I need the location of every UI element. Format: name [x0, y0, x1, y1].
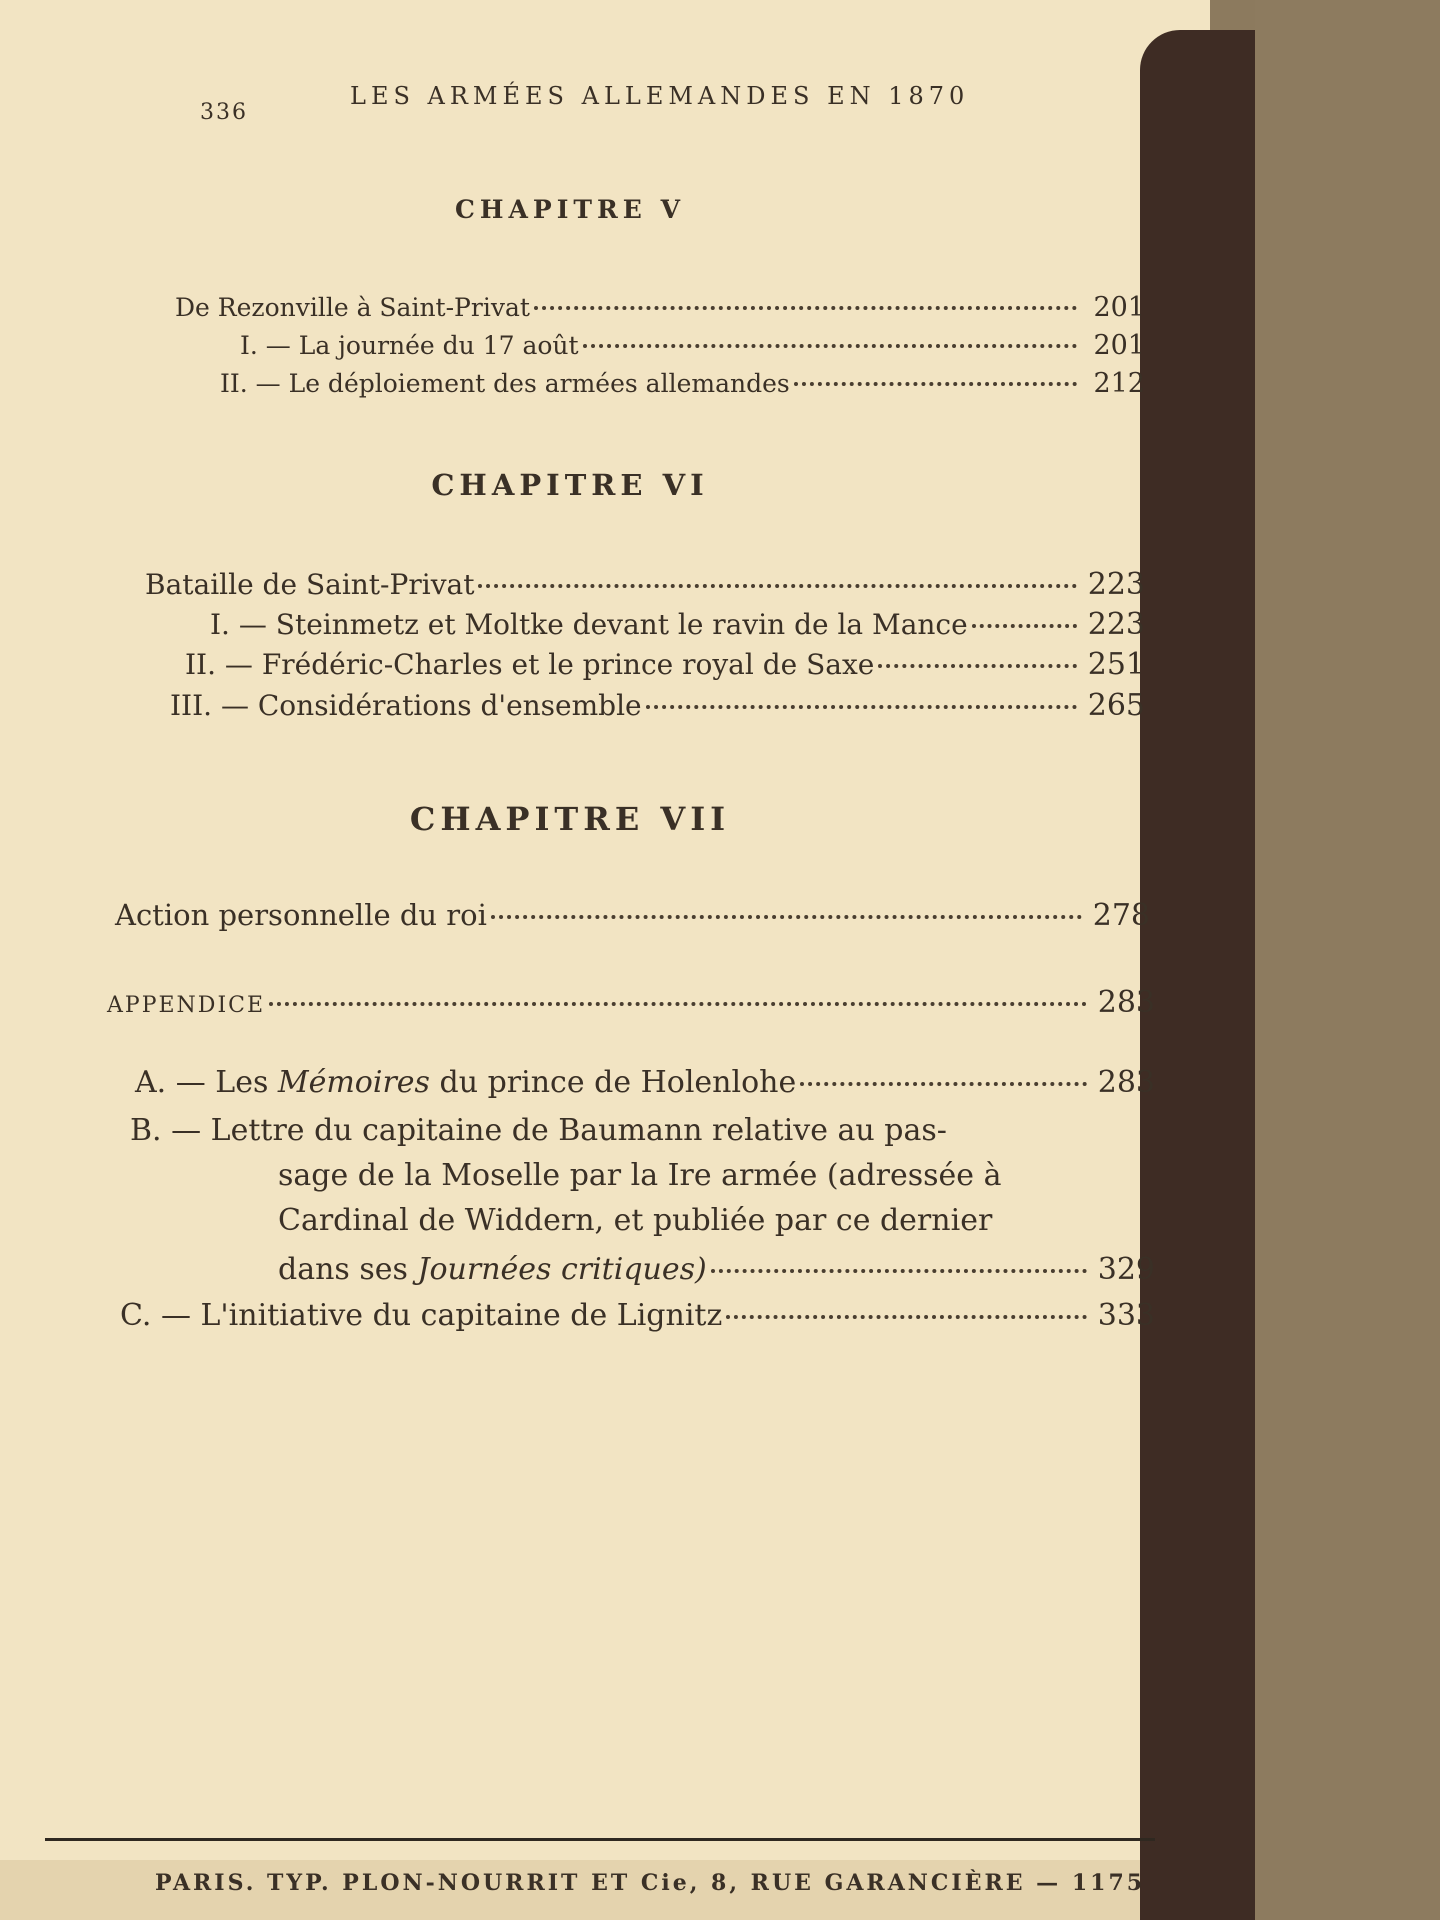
book-cover-board: [1255, 0, 1440, 1920]
toc-entry-label: I. — La journée du 17 août: [240, 331, 579, 360]
label-suffix: du prince de Holenlohe: [429, 1065, 797, 1100]
printer-imprint: PARIS. TYP. PLON-NOURRIT ET Cie, 8, RUE GARANCIÈRE — 1175: [155, 1870, 1146, 1896]
dot-leader: [794, 382, 1077, 386]
toc-entry: [135, 1065, 1155, 1107]
label-italic: Mémoires: [277, 1065, 430, 1100]
appendix-heading: [107, 985, 1155, 1027]
toc-entry: [175, 292, 1145, 334]
entry-line: Cardinal de Widdern, et publiée par ce dernier: [278, 1203, 993, 1238]
dot-leader: [726, 1315, 1087, 1319]
toc-entry-page: 283: [1097, 1065, 1155, 1100]
running-title: LES ARMÉES ALLEMANDES EN 1870: [350, 82, 970, 110]
dot-leader: [478, 584, 1077, 588]
chapter-heading: CHAPITRE VII: [409, 800, 731, 838]
dot-leader: [711, 1269, 1087, 1273]
toc-entry-page: 223: [1087, 607, 1145, 642]
toc-entry: [115, 898, 1150, 940]
chapter-heading: CHAPITRE V: [455, 195, 685, 224]
toc-entry: [240, 330, 1145, 372]
toc-entry-label: II. — Le déploiement des armées allemandes: [220, 369, 790, 398]
toc-entry: [220, 368, 1145, 410]
toc-entry: [120, 1298, 1155, 1340]
toc-entry-label: De Rezonville à Saint-Privat: [175, 293, 530, 322]
toc-entry: [185, 647, 1145, 689]
appendix-heading-label: APPENDICE: [107, 993, 266, 1018]
toc-entry-page: 251: [1087, 647, 1145, 682]
toc-entry-page: 223: [1087, 567, 1145, 602]
toc-entry: [278, 1252, 1155, 1294]
dot-leader: [269, 1002, 1087, 1006]
toc-entry-label: [278, 1252, 707, 1287]
label-prefix: A. — Les: [135, 1065, 278, 1100]
toc-entry-label: Bataille de Saint-Privat: [145, 568, 475, 601]
toc-entry-label: [135, 1065, 796, 1100]
dot-leader: [646, 705, 1077, 709]
toc-entry-label: Action personnelle du roi: [115, 898, 487, 932]
toc-entry-label: II. — Frédéric-Charles et le prince royal de Saxe: [185, 648, 875, 681]
toc-entry-label: III. — Considérations d'ensemble: [170, 689, 642, 722]
toc-entry: [170, 688, 1145, 730]
dot-leader: [491, 915, 1082, 919]
chapter-heading: CHAPITRE VI: [431, 468, 709, 502]
toc-entry: [145, 567, 1145, 609]
dot-leader: [800, 1082, 1087, 1086]
toc-entry-page: 278: [1092, 898, 1150, 933]
toc-entry: [210, 607, 1145, 649]
book-spine: [1140, 30, 1255, 1920]
toc-entry-label: I. — Steinmetz et Moltke devant le ravin de la Mance: [210, 608, 968, 641]
toc-entry-label: C. — L'initiative du capitaine de Lignitz: [120, 1298, 723, 1333]
toc-entry-page: 201: [1093, 330, 1145, 361]
entry-line: B. — Lettre du capitaine de Baumann relative au pas-: [130, 1113, 947, 1148]
label-italic: Journées critiques): [417, 1252, 707, 1287]
toc-entry-page: 265: [1087, 688, 1145, 723]
dot-leader: [534, 306, 1077, 310]
toc-entry-page: 333: [1097, 1298, 1155, 1333]
label-prefix: dans ses: [278, 1252, 418, 1287]
dot-leader: [583, 344, 1077, 348]
toc-entry-page: 329: [1097, 1252, 1155, 1287]
entry-line: sage de la Moselle par la Ire armée (adressée à: [278, 1158, 1002, 1193]
toc-entry-page: 201: [1093, 292, 1145, 323]
page-number: 336: [200, 100, 248, 125]
toc-entry-page: 283: [1097, 985, 1155, 1020]
dot-leader: [972, 624, 1077, 628]
dot-leader: [878, 664, 1077, 668]
toc-entry-page: 212: [1093, 368, 1145, 399]
toc-entry-multiline: [130, 1108, 1155, 1243]
footer-rule: [45, 1838, 1155, 1841]
